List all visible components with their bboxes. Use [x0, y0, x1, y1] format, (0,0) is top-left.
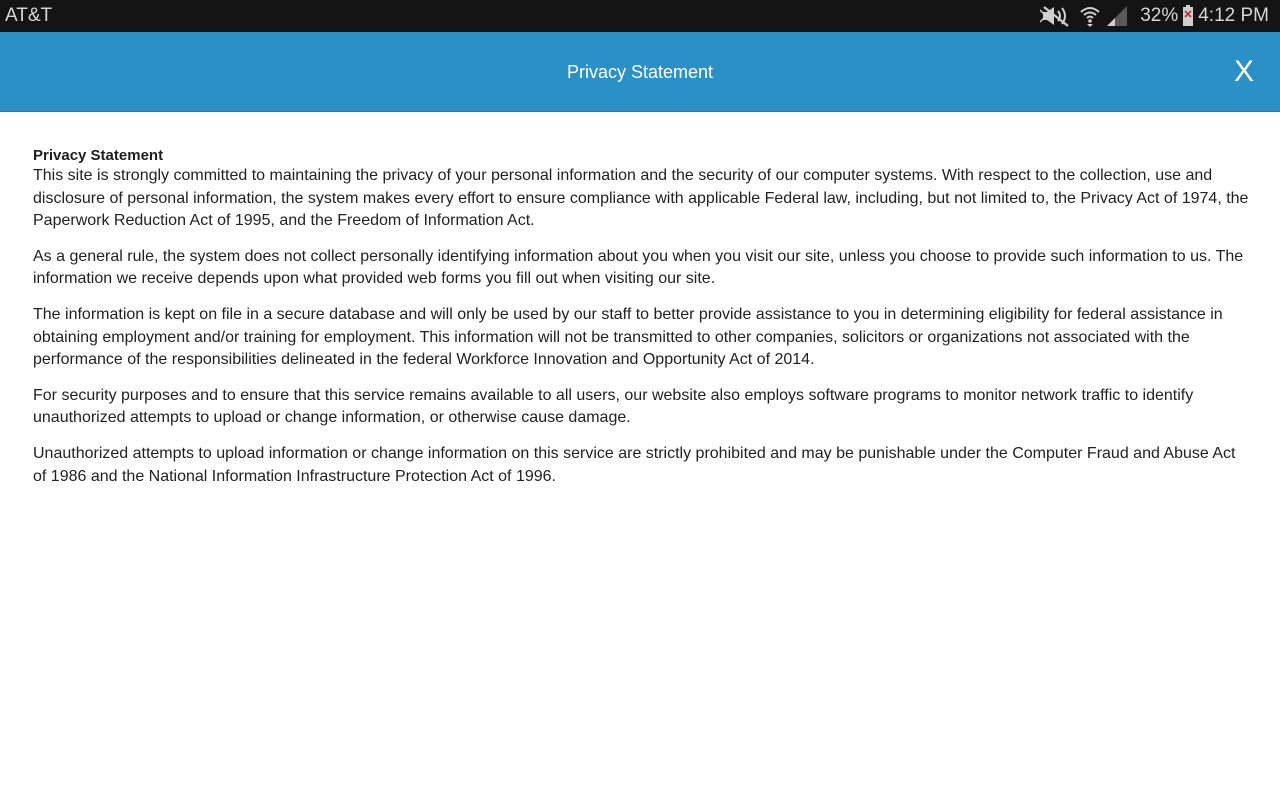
app-header: [0, 32, 1280, 112]
carrier-label: AT&T: [5, 5, 53, 26]
status-icons: [1040, 3, 1269, 29]
privacy-paragraph: The information is kept on file in a secure database and will only be used by our staff to better provide assistance to you in determining eligibility for federal assistance in obtaining employment and/or training for employment. This information will not be transmitted to other companies, solicitors or organizations not associated with the performance of the responsibilities delineated in the federal Workforce Innovation and Opportunity Act of 2014.: [33, 305, 1223, 369]
content-heading: Privacy Statement: [33, 147, 164, 164]
page-title: Privacy Statement: [566, 62, 714, 82]
privacy-paragraph: As a general rule, the system does not collect personally identifying information about you when you visit our site, unless you choose to provide such information to us. The information we receive depends upon what provided web forms you fill out when visiting our site.: [33, 247, 1244, 288]
signal-icon: [1105, 4, 1129, 28]
wifi-icon: [1079, 4, 1101, 28]
privacy-paragraph: This site is strongly committed to maintaining the privacy of your personal information and the security of our computer systems. With respect to the collection, use and disclosure of personal information, the system makes every effort to ensure compliance with applicable Federal law, including, but not limited to, the Privacy Act of 1974, the Paperwork Reduction Act of 1995, and the Freedom of Information Act.: [33, 167, 1249, 230]
privacy-paragraph: For security purposes and to ensure that this service remains available to all users, our website also employs software programs to monitor network traffic to identify unauthorized attempts to upload or change information, or otherwise cause damage.: [33, 386, 1194, 427]
clock: 4:12 PM: [1198, 5, 1269, 26]
privacy-paragraph: Unauthorized attempts to upload information or change information on this service are strictly prohibited and may be punishable under the Computer Fraud and Abuse Act of 1986 and the National Information Infrastructure Protection Act of 1996.: [33, 444, 1236, 485]
privacy-content: [33, 146, 1249, 501]
battery-icon: [1182, 4, 1194, 28]
battery-percent: 32%: [1140, 5, 1179, 26]
status-bar: [0, 0, 1280, 32]
close-button[interactable]: X: [1233, 55, 1254, 88]
mute-icon: [1040, 4, 1072, 28]
